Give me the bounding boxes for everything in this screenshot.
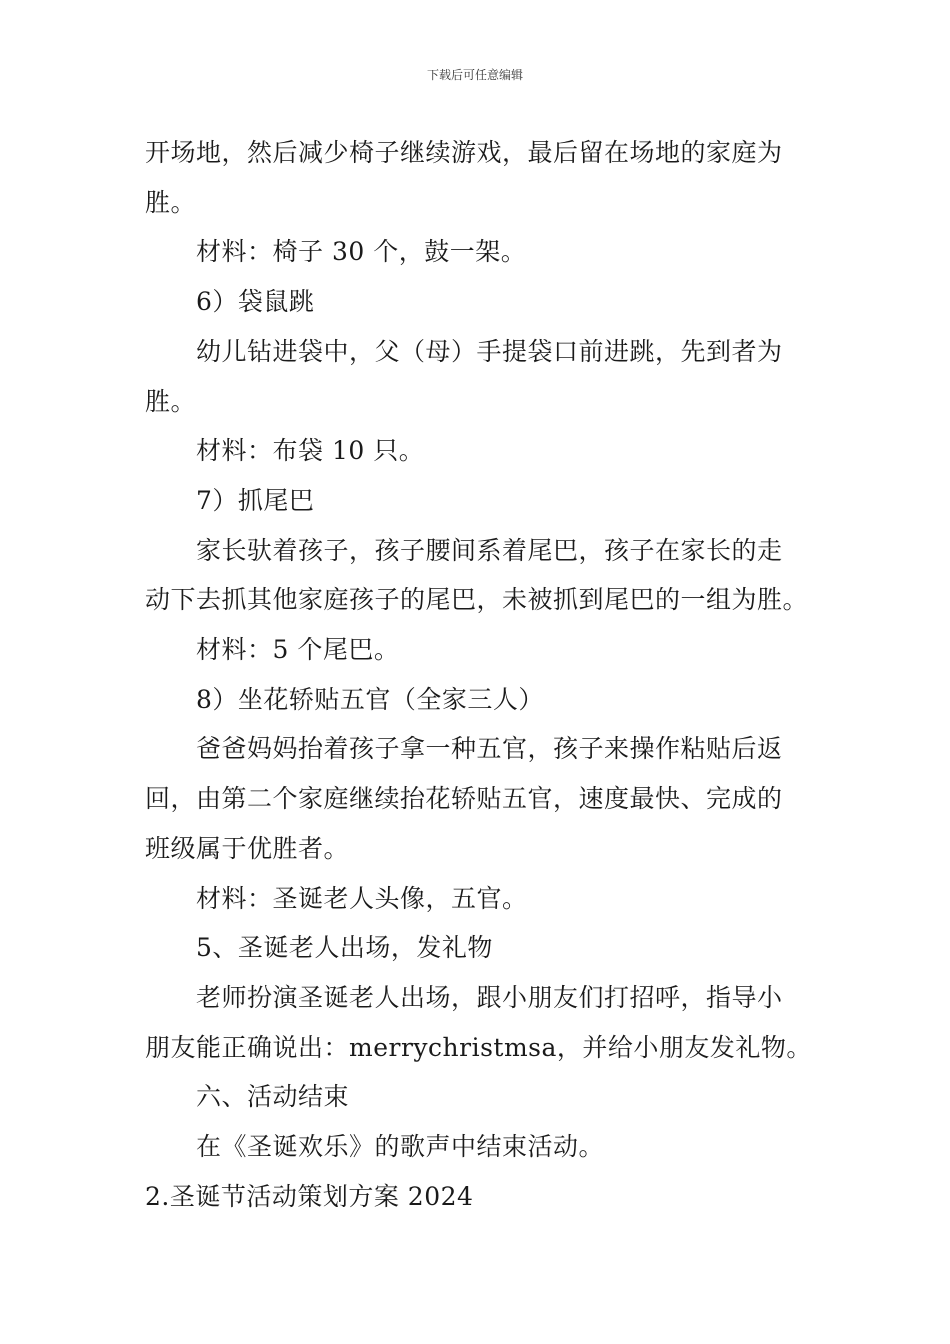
- paragraph-line: 幼儿钻进袋中，父（母）手提袋口前进跳，先到者为: [196, 336, 783, 366]
- materials-line: 材料：圣诞老人头像，五官。: [196, 883, 528, 913]
- paragraph-line: 动下去抓其他家庭孩子的尾巴，未被抓到尾巴的一组为胜。: [145, 585, 809, 615]
- paragraph-line: 胜。: [145, 187, 197, 217]
- section-heading: 六、活动结束: [196, 1082, 350, 1112]
- materials-line: 材料：椅子 30 个，鼓一架。: [196, 237, 527, 267]
- paragraph-line: 开场地，然后减少椅子继续游戏，最后留在场地的家庭为: [145, 138, 783, 167]
- paragraph-line: 老师扮演圣诞老人出场，跟小朋友们打招呼，指导小: [196, 982, 783, 1012]
- paragraph-line: 回，由第二个家庭继续抬花轿贴五官，速度最快、完成的: [145, 784, 783, 814]
- header-note: 下载后可任意编辑: [426, 68, 523, 82]
- game-heading: 8）坐花轿贴五官（全家三人）: [196, 684, 544, 714]
- game-heading: 6）袋鼠跳: [196, 287, 315, 317]
- paragraph-line: 班级属于优胜者。: [145, 833, 350, 863]
- document-body: [145, 128, 810, 1221]
- document-title: 2.圣诞节活动策划方案 2024: [145, 1181, 474, 1211]
- materials-line: 材料：5 个尾巴。: [196, 635, 400, 665]
- paragraph-line: 在《圣诞欢乐》的歌声中结束活动。: [196, 1132, 605, 1162]
- paragraph-line: 朋友能正确说出：merrychristmsa，并给小朋友发礼物。: [145, 1032, 812, 1062]
- game-heading: 7）抓尾巴: [196, 485, 315, 515]
- paragraph-line: 胜。: [145, 386, 197, 416]
- materials-line: 材料：布袋 10 只。: [196, 436, 425, 466]
- section-heading: 5、圣诞老人出场，发礼物: [196, 933, 493, 963]
- paragraph-line: 家长驮着孩子，孩子腰间系着尾巴，孩子在家长的走: [196, 535, 783, 565]
- paragraph-line: 爸爸妈妈抬着孩子拿一种五官，孩子来操作粘贴后返: [196, 734, 783, 764]
